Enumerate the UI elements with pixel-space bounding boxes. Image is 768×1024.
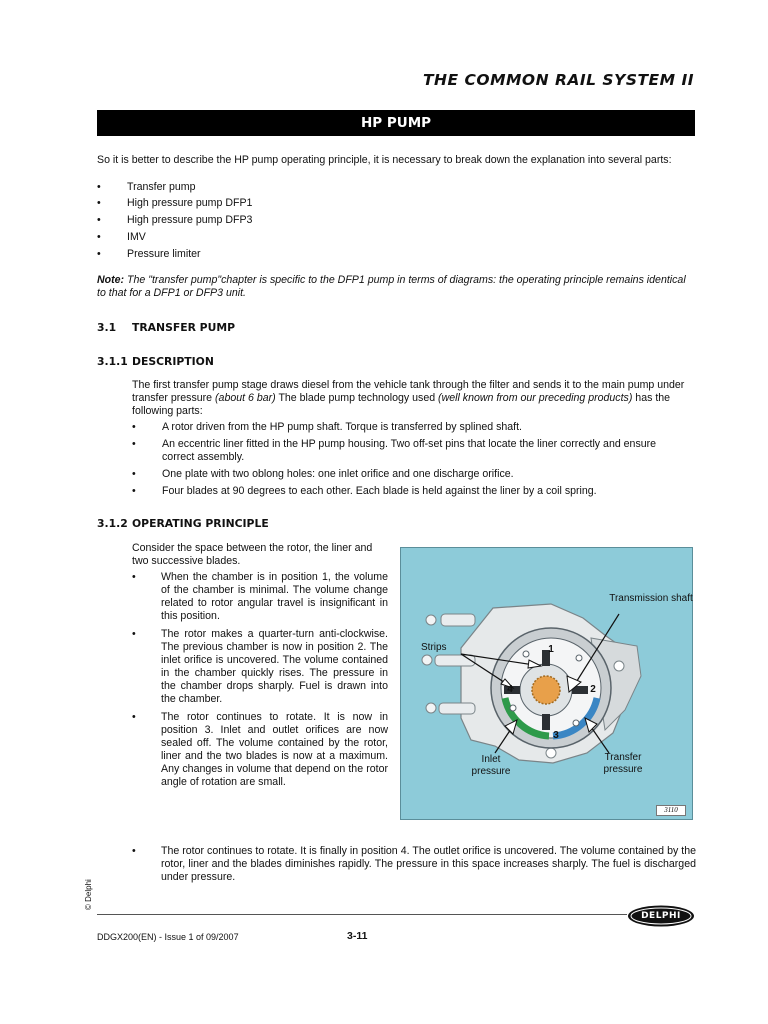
chapter-title: THE COMMON RAIL SYSTEM II — [422, 71, 694, 89]
operating-intro: Consider the space between the rotor, the liner and two successive blades. — [132, 542, 373, 567]
heading-3-1-2: 3.1.2 OPERATING PRINCIPLE — [97, 517, 269, 530]
note-label: Note: — [97, 274, 125, 286]
position-3-label: 3 — [553, 730, 559, 741]
delphi-logo-text: DELPHI — [641, 911, 681, 921]
transfer-pump-diagram — [401, 548, 694, 821]
heading-3-1-1: 3.1.1 DESCRIPTION — [97, 355, 214, 368]
document-reference: DDGX200(EN) - Issue 1 of 09/2007 — [97, 932, 239, 942]
description-paragraph: The first transfer pump stage draws diesel from the vehicle tank through the filter and sends it to the main pump under transfer pressure (about 6 bar) The blade pump technology used (well known from our preceding products) has the following parts: — [132, 379, 685, 417]
transfer-pressure-label: Transfer pressure — [603, 752, 643, 775]
transmission-shaft-label: Transmission shaft — [609, 593, 693, 604]
copyright-vertical: © Delphi — [84, 879, 93, 910]
position-2-label: 2 — [590, 684, 596, 695]
position-1-label: 1 — [548, 644, 554, 655]
position-4-label: 4 — [507, 684, 513, 695]
note-paragraph: Note: The "transfer pump"chapter is specific to the DFP1 pump in terms of diagrams: the operating principle remains identical to that for a DFP1 or DFP3 unit. — [97, 274, 686, 299]
page-number: 3-11 — [347, 930, 368, 942]
heading-3-1: 3.1 TRANSFER PUMP — [97, 321, 236, 334]
section-title-bar: HP PUMP — [97, 110, 695, 136]
transfer-pump-figure — [400, 547, 693, 820]
figure-reference: 3110 — [656, 805, 686, 816]
footer-rule — [97, 914, 627, 915]
inlet-pressure-label: Inlet pressure — [471, 754, 511, 777]
intro-paragraph: So it is better to describe the HP pump operating principle, it is necessary to break down the explanation into several parts: — [97, 154, 672, 166]
strips-label: Strips — [421, 642, 447, 653]
